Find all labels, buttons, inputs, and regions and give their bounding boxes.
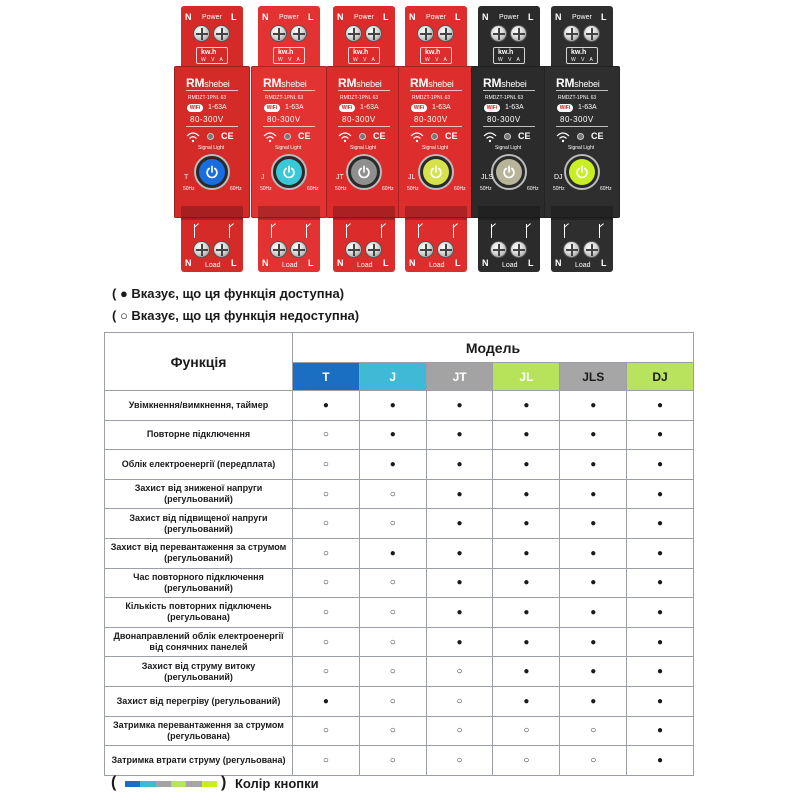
- terminal-l-label: L: [308, 12, 314, 22]
- load-label: Load: [575, 262, 591, 269]
- model-col-dj: DJ: [627, 363, 694, 391]
- available-dot-icon: ●: [627, 686, 694, 716]
- table-row: [105, 716, 694, 746]
- kwh-label: kw.h: [278, 49, 294, 56]
- hz60-label: 60Hz: [454, 186, 466, 192]
- screw-icon: [193, 241, 210, 258]
- available-dot-icon: ●: [627, 450, 694, 480]
- amp-rating: 1-63A: [432, 104, 451, 111]
- table-row: [105, 509, 694, 539]
- unavailable-circle-icon: ○: [359, 479, 426, 509]
- device-dj: [544, 6, 620, 272]
- function-name: Захист від зниженої напруги (регульований): [105, 479, 293, 509]
- unavailable-circle-icon: ○: [359, 716, 426, 746]
- power-button[interactable]: [418, 154, 454, 190]
- screw-icon: [437, 241, 454, 258]
- brand-logo: RMshebei: [410, 76, 454, 90]
- load-label: Load: [282, 262, 298, 269]
- signal-light-label: Signal Light: [495, 145, 522, 151]
- terminal-n-label: N: [262, 258, 269, 268]
- available-dot-icon: ●: [560, 568, 627, 598]
- voltage-rating: 80-300V: [414, 115, 448, 124]
- available-dot-icon: ●: [493, 479, 560, 509]
- function-name: Час повторного підключення (регульований): [105, 568, 293, 598]
- available-dot-icon: ●: [627, 538, 694, 568]
- available-dot-icon: ●: [627, 598, 694, 628]
- terminal-n-label: N: [185, 12, 192, 22]
- model-col-t: T: [293, 363, 360, 391]
- kwh-label: kw.h: [201, 49, 217, 56]
- unavailable-circle-icon: ○: [293, 509, 360, 539]
- power-button[interactable]: [346, 154, 382, 190]
- model-number: RMDZT-1PNL 63: [412, 95, 451, 101]
- available-dot-icon: ●: [426, 420, 493, 450]
- wva-label: W V A: [571, 57, 595, 63]
- terminal-l-label: L: [455, 258, 461, 268]
- legend-unavailable: ( ○ Вказує, що ця функція недоступна): [112, 308, 360, 323]
- unavailable-circle-icon: ○: [426, 657, 493, 687]
- function-name: Захист від струму витоку (регульований): [105, 657, 293, 687]
- screw-icon: [417, 241, 434, 258]
- unavailable-circle-icon: ○: [293, 479, 360, 509]
- available-dot-icon: ●: [293, 391, 360, 421]
- available-dot-icon: ●: [560, 538, 627, 568]
- function-name: Затримка перевантаження за струмом (регульована): [105, 716, 293, 746]
- signal-light-icon: [359, 133, 366, 140]
- model-number: RMDZT-1PNL 63: [188, 95, 227, 101]
- function-name: Двонаправлений облік електроенергії від сонячних панелей: [105, 627, 293, 657]
- power-label: Power: [426, 14, 446, 21]
- available-dot-icon: ●: [426, 598, 493, 628]
- table-row: [105, 420, 694, 450]
- wva-label: W V A: [278, 57, 302, 63]
- power-icon: [199, 159, 225, 185]
- wifi-icon: [186, 130, 200, 142]
- unavailable-circle-icon: ○: [359, 627, 426, 657]
- variant-label: T: [184, 174, 189, 181]
- signal-light-icon: [577, 133, 584, 140]
- wifi-icon: [338, 130, 352, 142]
- available-dot-icon: ●: [493, 420, 560, 450]
- terminal-l-label: L: [383, 12, 389, 22]
- screw-icon: [290, 25, 307, 42]
- available-dot-icon: ●: [627, 627, 694, 657]
- signal-light-icon: [207, 133, 214, 140]
- unavailable-circle-icon: ○: [493, 746, 560, 776]
- brand-logo: RMshebei: [263, 76, 307, 90]
- signal-light-label: Signal Light: [198, 145, 225, 151]
- function-name: Увімкнення/вимкнення, таймер: [105, 391, 293, 421]
- model-number: RMDZT-1PNL 63: [340, 95, 379, 101]
- function-name: Захист від перегріву (регульований): [105, 686, 293, 716]
- power-label: Power: [279, 14, 299, 21]
- model-header: Модель: [293, 333, 694, 363]
- brand-logo: RMshebei: [186, 76, 230, 90]
- terminal-n-label: N: [555, 258, 562, 268]
- signal-light-icon: [504, 133, 511, 140]
- hz60-label: 60Hz: [600, 186, 612, 192]
- signal-light-icon: [284, 133, 291, 140]
- available-dot-icon: ●: [293, 686, 360, 716]
- hz60-label: 60Hz: [307, 186, 319, 192]
- wifi-icon: [556, 130, 570, 142]
- table-row: [105, 686, 694, 716]
- available-dot-icon: ●: [560, 627, 627, 657]
- device-gallery: [0, 0, 800, 278]
- available-dot-icon: ●: [493, 391, 560, 421]
- hz50-label: 50Hz: [335, 186, 347, 192]
- available-dot-icon: ●: [627, 420, 694, 450]
- power-button[interactable]: [194, 154, 230, 190]
- button-color-legend: [111, 774, 351, 794]
- signal-light-label: Signal Light: [350, 145, 377, 151]
- unavailable-circle-icon: ○: [359, 686, 426, 716]
- legend-paren-close: ): [221, 774, 227, 791]
- terminal-l-label: L: [528, 12, 534, 22]
- wva-label: W V A: [201, 57, 225, 63]
- power-icon: [351, 159, 377, 185]
- function-name: Кількість повторних підключень (регульована): [105, 598, 293, 628]
- model-number: RMDZT-1PNL 63: [558, 95, 597, 101]
- wifi-badge: WiFi: [264, 104, 280, 112]
- available-dot-icon: ●: [493, 598, 560, 628]
- ce-mark: CE: [373, 131, 386, 141]
- wva-label: W V A: [425, 57, 449, 63]
- voltage-rating: 80-300V: [560, 115, 594, 124]
- wva-label: W V A: [353, 57, 377, 63]
- screw-icon: [490, 241, 507, 258]
- voltage-rating: 80-300V: [487, 115, 521, 124]
- available-dot-icon: ●: [627, 716, 694, 746]
- power-label: Power: [354, 14, 374, 21]
- model-col-jls: JLS: [560, 363, 627, 391]
- available-dot-icon: ●: [560, 450, 627, 480]
- power-label: Power: [202, 14, 222, 21]
- available-dot-icon: ●: [627, 479, 694, 509]
- available-dot-icon: ●: [627, 746, 694, 776]
- power-button[interactable]: [271, 154, 307, 190]
- ce-mark: CE: [591, 131, 604, 141]
- available-dot-icon: ●: [426, 538, 493, 568]
- unavailable-circle-icon: ○: [560, 716, 627, 746]
- variant-label: JL: [408, 174, 416, 181]
- available-dot-icon: ●: [493, 568, 560, 598]
- available-dot-icon: ●: [560, 598, 627, 628]
- unavailable-circle-icon: ○: [359, 746, 426, 776]
- wifi-badge: WiFi: [411, 104, 427, 112]
- color-swatch: [171, 781, 186, 787]
- unavailable-circle-icon: ○: [359, 657, 426, 687]
- load-label: Load: [429, 262, 445, 269]
- color-swatch: [156, 781, 171, 787]
- function-name: Захист від перевантаження за струмом (регульований): [105, 538, 293, 568]
- color-swatch: [202, 781, 217, 787]
- variant-label: JT: [336, 174, 344, 181]
- hz60-label: 60Hz: [382, 186, 394, 192]
- available-dot-icon: ●: [426, 391, 493, 421]
- function-name: Повторне підключення: [105, 420, 293, 450]
- load-label: Load: [502, 262, 518, 269]
- unavailable-circle-icon: ○: [493, 716, 560, 746]
- button-color-label: Колір кнопки: [235, 776, 319, 791]
- table-row: [105, 568, 694, 598]
- ce-mark: CE: [518, 131, 531, 141]
- terminal-n-label: N: [482, 12, 489, 22]
- wifi-badge: WiFi: [557, 104, 573, 112]
- ce-mark: CE: [445, 131, 458, 141]
- screw-icon: [213, 25, 230, 42]
- unavailable-circle-icon: ○: [426, 716, 493, 746]
- table-row: [105, 746, 694, 776]
- hz50-label: 50Hz: [480, 186, 492, 192]
- terminal-l-label: L: [383, 258, 389, 268]
- screw-icon: [365, 241, 382, 258]
- terminal-n-label: N: [409, 12, 416, 22]
- terminal-n-label: N: [262, 12, 269, 22]
- wifi-icon: [410, 130, 424, 142]
- available-dot-icon: ●: [627, 509, 694, 539]
- terminal-n-label: N: [555, 12, 562, 22]
- available-dot-icon: ●: [426, 627, 493, 657]
- hz60-label: 60Hz: [527, 186, 539, 192]
- function-header: Функція: [105, 333, 293, 391]
- voltage-rating: 80-300V: [342, 115, 376, 124]
- brand-logo: RMshebei: [338, 76, 382, 90]
- hz50-label: 50Hz: [260, 186, 272, 192]
- amp-rating: 1-63A: [285, 104, 304, 111]
- terminal-l-label: L: [308, 258, 314, 268]
- terminal-l-label: L: [231, 258, 237, 268]
- available-dot-icon: ●: [560, 420, 627, 450]
- available-dot-icon: ●: [627, 568, 694, 598]
- available-dot-icon: ●: [560, 391, 627, 421]
- unavailable-circle-icon: ○: [293, 657, 360, 687]
- terminal-n-label: N: [337, 258, 344, 268]
- terminal-n-label: N: [337, 12, 344, 22]
- unavailable-circle-icon: ○: [293, 746, 360, 776]
- unavailable-circle-icon: ○: [426, 746, 493, 776]
- wifi-badge: WiFi: [484, 104, 500, 112]
- available-dot-icon: ●: [426, 479, 493, 509]
- terminal-n-label: N: [185, 258, 192, 268]
- screw-icon: [490, 25, 507, 42]
- table-row: [105, 479, 694, 509]
- screw-icon: [213, 241, 230, 258]
- screw-icon: [345, 241, 362, 258]
- wifi-icon: [263, 130, 277, 142]
- hz50-label: 50Hz: [407, 186, 419, 192]
- available-dot-icon: ●: [426, 568, 493, 598]
- unavailable-circle-icon: ○: [293, 716, 360, 746]
- unavailable-circle-icon: ○: [359, 568, 426, 598]
- screw-icon: [270, 25, 287, 42]
- unavailable-circle-icon: ○: [359, 598, 426, 628]
- kwh-label: kw.h: [353, 49, 369, 56]
- device-j: [251, 6, 327, 272]
- wifi-badge: WiFi: [339, 104, 355, 112]
- unavailable-circle-icon: ○: [293, 420, 360, 450]
- available-dot-icon: ●: [426, 450, 493, 480]
- screw-icon: [510, 25, 527, 42]
- device-jt: [326, 6, 402, 272]
- power-label: Power: [499, 14, 519, 21]
- device-t: [174, 6, 250, 272]
- table-row: [105, 598, 694, 628]
- variant-label: DJ: [554, 174, 563, 181]
- power-icon: [496, 159, 522, 185]
- screw-icon: [193, 25, 210, 42]
- power-icon: [569, 159, 595, 185]
- screw-icon: [583, 241, 600, 258]
- screw-icon: [510, 241, 527, 258]
- brand-logo: RMshebei: [556, 76, 600, 90]
- available-dot-icon: ●: [560, 657, 627, 687]
- available-dot-icon: ●: [493, 450, 560, 480]
- ce-mark: CE: [298, 131, 311, 141]
- power-button[interactable]: [491, 154, 527, 190]
- function-name: Захист від підвищеної напруги (регульований): [105, 509, 293, 539]
- power-label: Power: [572, 14, 592, 21]
- kwh-label: kw.h: [571, 49, 587, 56]
- screw-icon: [583, 25, 600, 42]
- ce-mark: CE: [221, 131, 234, 141]
- voltage-rating: 80-300V: [190, 115, 224, 124]
- screw-icon: [417, 25, 434, 42]
- terminal-n-label: N: [409, 258, 416, 268]
- function-table: [104, 332, 694, 776]
- screw-icon: [345, 25, 362, 42]
- screw-icon: [270, 241, 287, 258]
- brand-logo: RMshebei: [483, 76, 527, 90]
- available-dot-icon: ●: [627, 391, 694, 421]
- terminal-l-label: L: [455, 12, 461, 22]
- available-dot-icon: ●: [560, 686, 627, 716]
- color-swatch: [125, 781, 140, 787]
- table-row: [105, 538, 694, 568]
- wva-label: W V A: [498, 57, 522, 63]
- unavailable-circle-icon: ○: [359, 509, 426, 539]
- color-swatch-bar: [125, 781, 217, 787]
- kwh-label: kw.h: [498, 49, 514, 56]
- signal-light-label: Signal Light: [568, 145, 595, 151]
- table-row: [105, 627, 694, 657]
- terminal-l-label: L: [528, 258, 534, 268]
- available-dot-icon: ●: [359, 420, 426, 450]
- unavailable-circle-icon: ○: [293, 450, 360, 480]
- wifi-icon: [483, 130, 497, 142]
- power-icon: [276, 159, 302, 185]
- table-row: [105, 391, 694, 421]
- kwh-label: kw.h: [425, 49, 441, 56]
- available-dot-icon: ●: [359, 538, 426, 568]
- signal-light-label: Signal Light: [275, 145, 302, 151]
- unavailable-circle-icon: ○: [426, 686, 493, 716]
- terminal-n-label: N: [482, 258, 489, 268]
- voltage-rating: 80-300V: [267, 115, 301, 124]
- screw-icon: [290, 241, 307, 258]
- available-dot-icon: ●: [426, 509, 493, 539]
- device-jls: [471, 6, 547, 272]
- device-jl: [398, 6, 474, 272]
- table-row: [105, 450, 694, 480]
- available-dot-icon: ●: [493, 509, 560, 539]
- unavailable-circle-icon: ○: [293, 627, 360, 657]
- model-col-jt: JT: [426, 363, 493, 391]
- amp-rating: 1-63A: [578, 104, 597, 111]
- hz60-label: 60Hz: [230, 186, 242, 192]
- amp-rating: 1-63A: [505, 104, 524, 111]
- load-label: Load: [205, 262, 221, 269]
- unavailable-circle-icon: ○: [293, 598, 360, 628]
- wifi-badge: WiFi: [187, 104, 203, 112]
- unavailable-circle-icon: ○: [293, 538, 360, 568]
- model-col-j: J: [359, 363, 426, 391]
- model-number: RMDZT-1PNL 63: [485, 95, 524, 101]
- available-dot-icon: ●: [493, 657, 560, 687]
- amp-rating: 1-63A: [360, 104, 379, 111]
- color-swatch: [140, 781, 155, 787]
- variant-label: JLS: [481, 174, 494, 181]
- terminal-l-label: L: [601, 258, 607, 268]
- variant-label: J: [261, 174, 265, 181]
- power-button[interactable]: [564, 154, 600, 190]
- function-name: Затримка втрати струму (регульована): [105, 746, 293, 776]
- hz50-label: 50Hz: [183, 186, 195, 192]
- signal-light-icon: [431, 133, 438, 140]
- legend-available: ( ● Вказує, що ця функція доступна): [112, 286, 345, 301]
- legend-paren-open: (: [111, 774, 117, 791]
- available-dot-icon: ●: [560, 509, 627, 539]
- color-swatch: [186, 781, 201, 787]
- unavailable-circle-icon: ○: [560, 746, 627, 776]
- available-dot-icon: ●: [359, 450, 426, 480]
- model-number: RMDZT-1PNL 63: [265, 95, 304, 101]
- available-dot-icon: ●: [493, 686, 560, 716]
- model-col-jl: JL: [493, 363, 560, 391]
- available-dot-icon: ●: [493, 627, 560, 657]
- available-dot-icon: ●: [493, 538, 560, 568]
- terminal-l-label: L: [231, 12, 237, 22]
- hz50-label: 50Hz: [553, 186, 565, 192]
- screw-icon: [563, 25, 580, 42]
- screw-icon: [437, 25, 454, 42]
- available-dot-icon: ●: [560, 479, 627, 509]
- load-label: Load: [357, 262, 373, 269]
- unavailable-circle-icon: ○: [293, 568, 360, 598]
- table-row: [105, 657, 694, 687]
- power-icon: [423, 159, 449, 185]
- terminal-l-label: L: [601, 12, 607, 22]
- function-name: Облік електроенергії (передплата): [105, 450, 293, 480]
- amp-rating: 1-63A: [208, 104, 227, 111]
- available-dot-icon: ●: [359, 391, 426, 421]
- signal-light-label: Signal Light: [422, 145, 449, 151]
- screw-icon: [365, 25, 382, 42]
- available-dot-icon: ●: [627, 657, 694, 687]
- screw-icon: [563, 241, 580, 258]
